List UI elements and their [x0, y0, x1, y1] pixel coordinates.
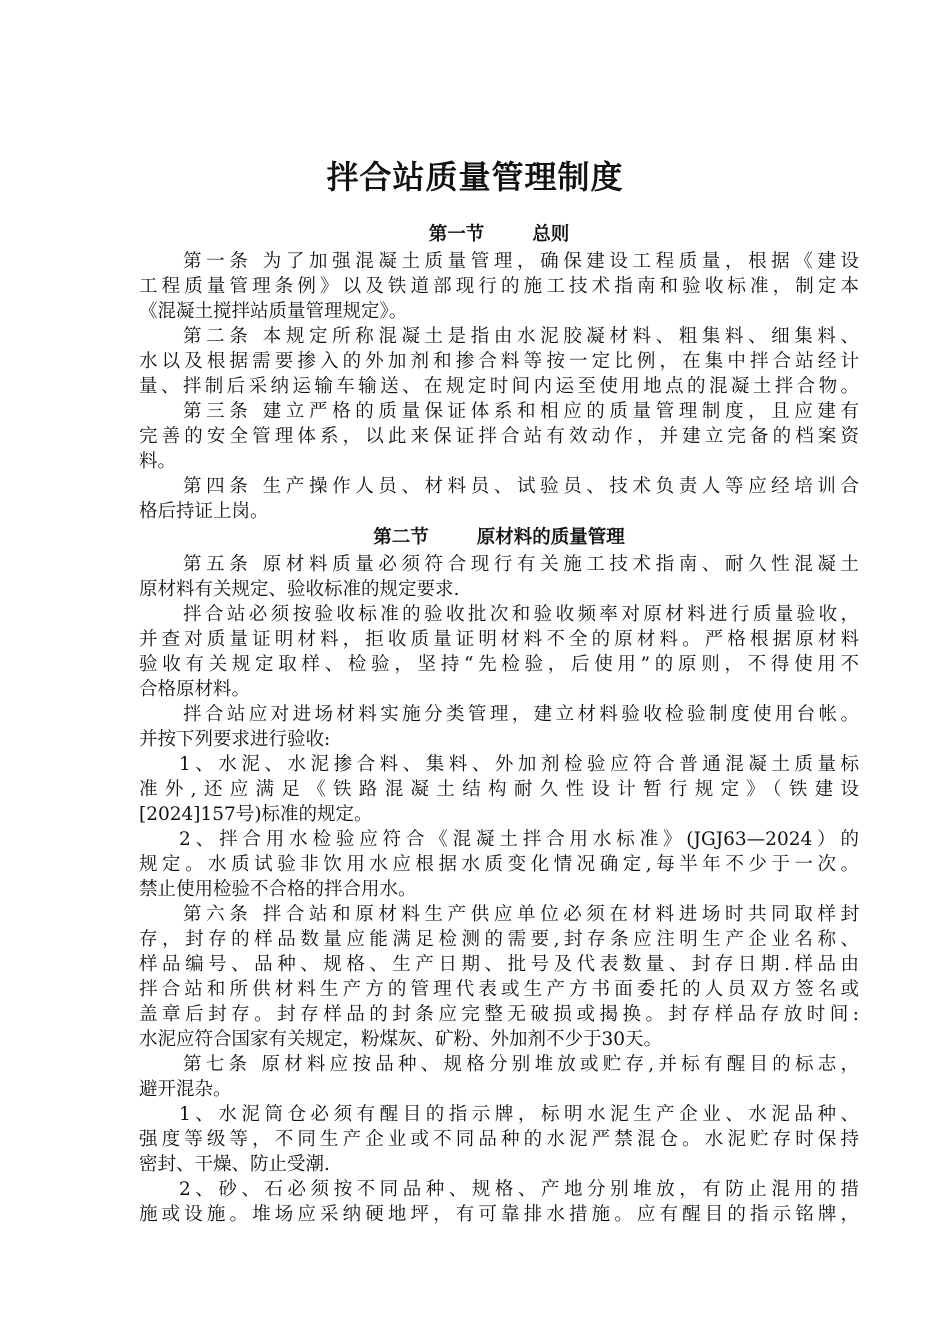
text-line: 合格原材料。 [139, 679, 251, 700]
text-line: 水泥应符合国家有关规定，粉煤灰、矿粉、外加剂不少于30天。 [139, 1029, 663, 1050]
text-line: 拌合站和所供材料生产方的管理代表或生产方书面委托的人员双方签名或 [139, 979, 859, 1000]
text-line: 验收有关规定取样、检验，坚持“先检验，后使用”的原则，不得使用不 [139, 654, 859, 675]
text-line: 2、拌合用水检验应符合《混凝土拌合用水标准》(JGJ63—2024）的 [179, 829, 859, 850]
text-line: 施或设施。堆场应采纳硬地坪，有可靠排水措施。应有醒目的指示铭牌， [139, 1204, 859, 1225]
text-line: 第三条 建立严格的质量保证体系和相应的质量管理制度，且应建有 [183, 401, 859, 422]
section-number: 第二节 [373, 527, 429, 548]
text-line: 样品编号、品种、规格、生产日期、批号及代表数量、封存日期.样品由 [139, 954, 859, 975]
text-line: 1、水泥筒仓必须有醒目的指示牌，标明水泥生产企业、水泥品种、 [179, 1104, 859, 1125]
text-line: 禁止使用检验不合格的拌合用水。 [139, 879, 417, 900]
text-line: 格后持证上岗。 [139, 501, 269, 522]
text-line: 规定。水质试验非饮用水应根据水质变化情况确定,每半年不少于一次。 [139, 854, 859, 875]
text-line: 避开混杂。 [139, 1079, 232, 1100]
text-line: 第四条 生产操作人员、材料员、试验员、技术负责人等应经培训合 [183, 476, 859, 497]
text-line: 量、拌制后采纳运输车输送、在规定时间内运至使用地点的混凝土拌合物。 [139, 376, 859, 397]
text-line: 存，封存的样品数量应能满足检测的需要,封存条应注明生产企业名称、 [139, 929, 859, 950]
text-line: 强度等级等，不同生产企业或不同品种的水泥严禁混仓。水泥贮存时保持 [139, 1129, 859, 1150]
text-line: 原材料有关规定、验收标准的规定要求. [139, 579, 460, 600]
text-line: 第五条 原材料质量必须符合现行有关施工技术指南、耐久性混凝土 [183, 554, 859, 575]
text-line: 拌合站应对进场材料实施分类管理，建立材料验收检验制度使用台帐。 [183, 704, 859, 725]
text-line: 水以及根据需要掺入的外加剂和掺合料等按一定比例，在集中拌合站经计 [139, 351, 859, 372]
text-line: 料。 [139, 451, 177, 472]
text-line: 2、砂、石必须按不同品种、规格、产地分别堆放，有防止混用的措 [179, 1179, 859, 1200]
document-title: 拌合站质量管理制度 [326, 158, 624, 196]
section-name: 原材料的质量管理 [476, 527, 625, 548]
text-line: 1、水泥、水泥掺合料、集料、外加剂检验应符合普通混凝土质量标 [179, 754, 859, 775]
text-line: 并按下列要求进行验收: [139, 729, 331, 750]
text-line: 密封、干燥、防止受潮. [139, 1154, 330, 1175]
text-line: 第七条 原材料应按品种、规格分别堆放或贮存,并标有醒目的标志， [183, 1054, 859, 1075]
section-heading-1 [139, 221, 859, 249]
text-line: [2024]157号)标准的规定。 [139, 804, 373, 825]
text-line: 准外,还应满足《铁路混凝土结构耐久性设计暂行规定》（铁建设 [139, 779, 859, 800]
text-line: 第一条 为了加强混凝土质量管理，确保建设工程质量，根据《建设 [183, 251, 859, 272]
text-line: 《混凝土搅拌站质量管理规定》。 [139, 301, 408, 322]
text-line: 盖章后封存。封存样品的封条应完整无破损或揭换。封存样品存放时间: [139, 1004, 859, 1025]
section-heading-2 [139, 524, 859, 552]
text-line: 拌合站必须按验收标准的验收批次和验收频率对原材料进行质量验收， [183, 604, 859, 625]
section-name: 总则 [532, 224, 570, 245]
text-line: 并查对质量证明材料，拒收质量证明材料不全的原材料。严格根据原材料 [139, 629, 859, 650]
text-line: 工程质量管理条例》以及铁道部现行的施工技术指南和验收标准，制定本 [139, 276, 859, 297]
text-line: 第二条 本规定所称混凝土是指由水泥胶凝材料、粗集料、细集料、 [183, 326, 859, 347]
document-body [139, 221, 859, 1227]
text-line: 完善的安全管理体系，以此来保证拌合站有效动作，并建立完备的档案资 [139, 426, 859, 447]
text-line: 第六条 拌合站和原材料生产供应单位必须在材料进场时共同取样封 [183, 904, 859, 925]
section-number: 第一节 [428, 224, 485, 245]
